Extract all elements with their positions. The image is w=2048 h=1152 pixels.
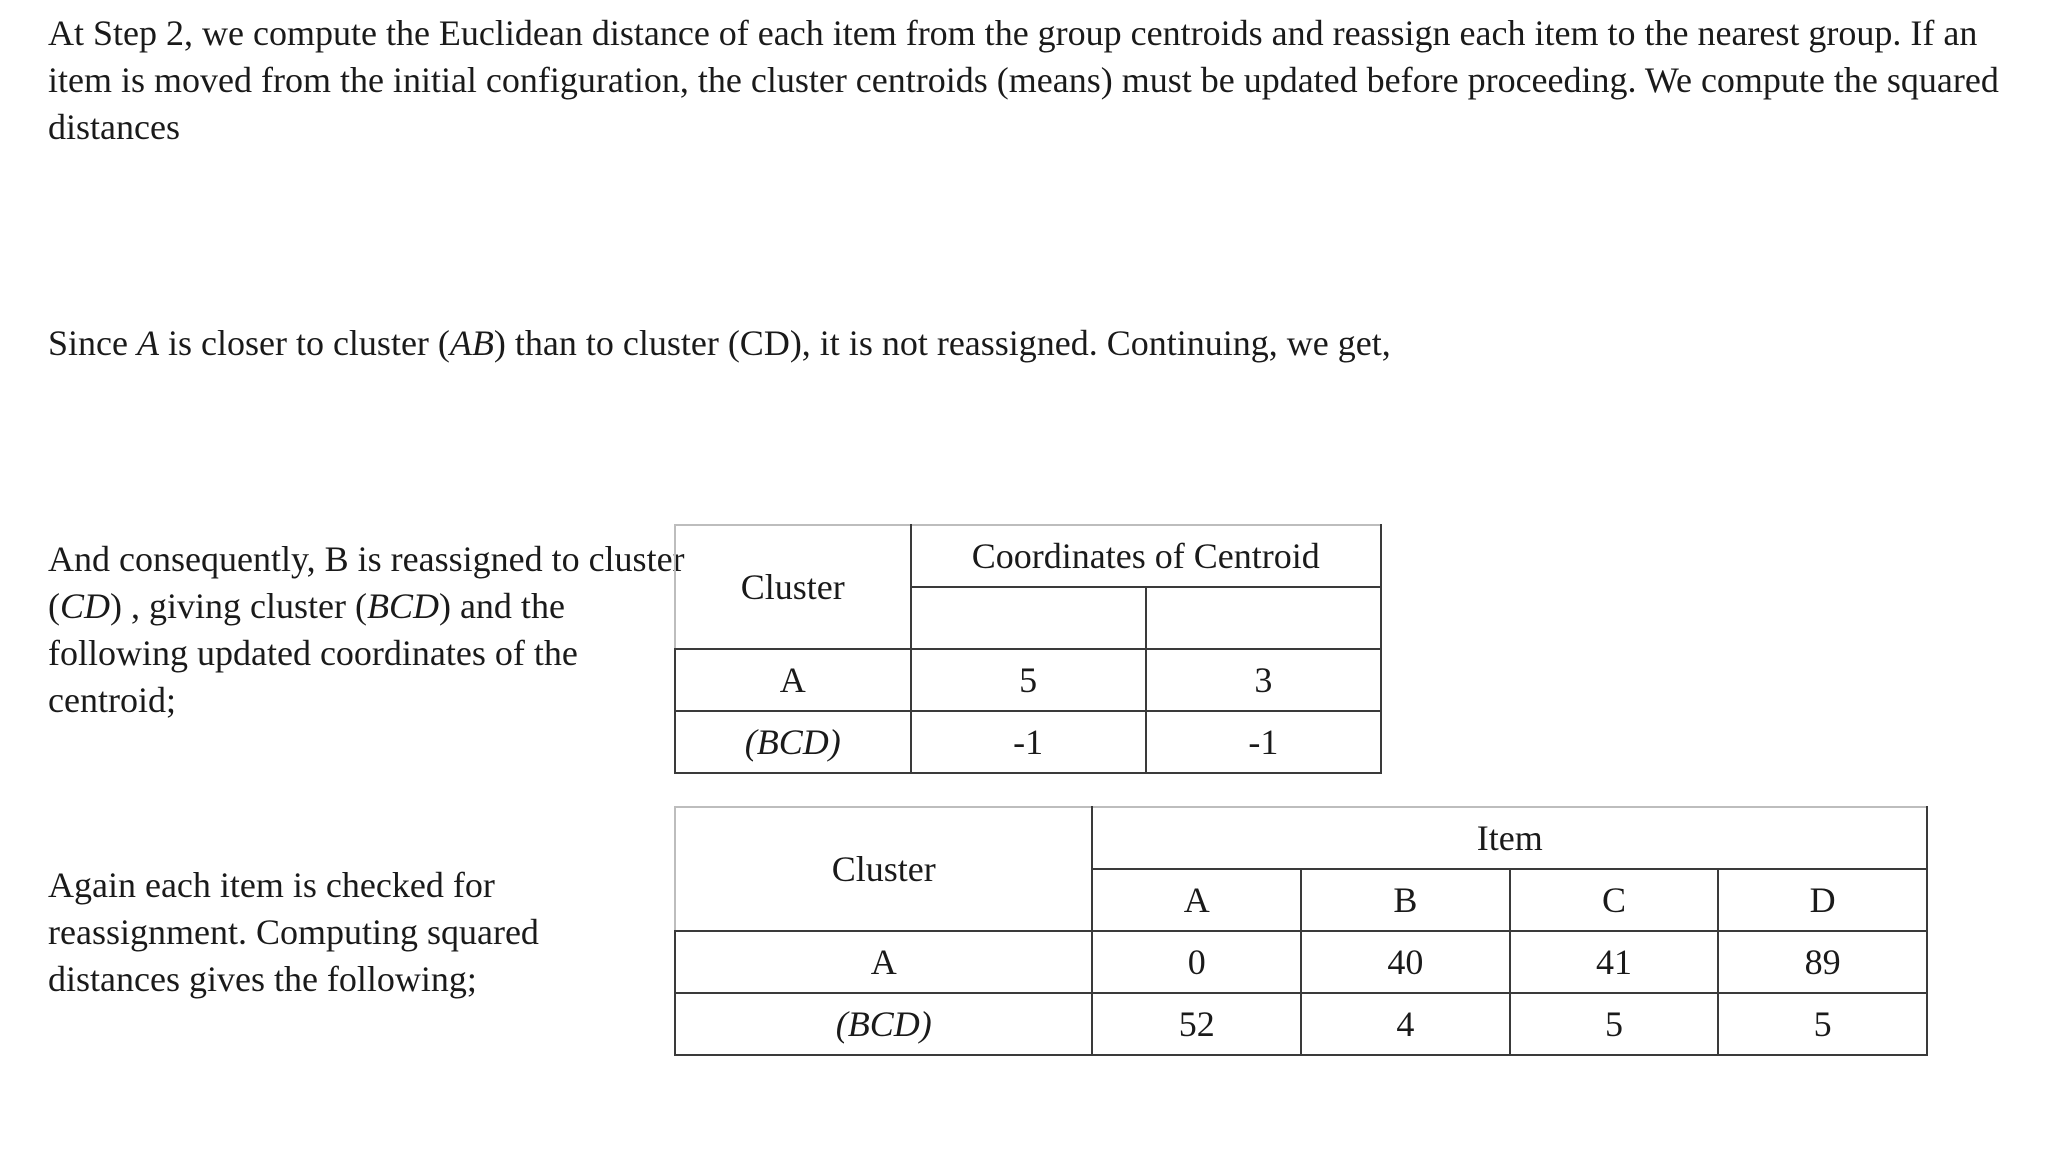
value-cell: -1 bbox=[911, 711, 1146, 773]
table-row bbox=[675, 649, 1381, 711]
update-paragraph bbox=[48, 536, 688, 724]
text-span: ) , giving cluster ( bbox=[110, 586, 367, 626]
value-cell: 40 bbox=[1301, 931, 1510, 993]
text-span: And consequently, B is reassigned to cluster ( bbox=[48, 539, 685, 626]
item-label-cell: A bbox=[1092, 869, 1301, 931]
table-row bbox=[675, 993, 1927, 1055]
table-header-row bbox=[675, 807, 1927, 869]
item-label-cell: D bbox=[1718, 869, 1927, 931]
text-span: ) and the following updated coordinates of the centroid; bbox=[48, 586, 578, 720]
cluster-cell: A bbox=[675, 931, 1092, 993]
table-row bbox=[675, 711, 1381, 773]
item-a-italic: A bbox=[136, 323, 159, 363]
value-cell: 4 bbox=[1301, 993, 1510, 1055]
value-cell: 3 bbox=[1146, 649, 1381, 711]
value-cell: 5 bbox=[911, 649, 1146, 711]
value-cell: 5 bbox=[1718, 993, 1927, 1055]
coords-header: Coordinates of Centroid bbox=[911, 525, 1381, 587]
empty-cell bbox=[911, 587, 1146, 649]
centroid-table bbox=[674, 524, 1382, 774]
reassignment-paragraph bbox=[48, 320, 2028, 367]
cluster-bcd-italic: BCD bbox=[366, 586, 439, 626]
table-header-row bbox=[675, 525, 1381, 587]
empty-cell bbox=[1146, 587, 1381, 649]
cluster-header: Cluster bbox=[675, 807, 1092, 931]
cluster-cell: (BCD) bbox=[675, 711, 911, 773]
item-label-cell: C bbox=[1510, 869, 1719, 931]
text-span: is closer to cluster ( bbox=[158, 323, 450, 363]
check-paragraph: Again each item is checked for reassignment. Computing squared distances gives the following; bbox=[48, 865, 539, 999]
item-header: Item bbox=[1092, 807, 1927, 869]
cluster-cell: A bbox=[675, 649, 911, 711]
text-span: Since bbox=[48, 323, 137, 363]
value-cell: 0 bbox=[1092, 931, 1301, 993]
item-label-cell: B bbox=[1301, 869, 1510, 931]
table-row bbox=[675, 931, 1927, 993]
distance-table bbox=[674, 806, 1928, 1056]
text-span: ) than to cluster (CD), it is not reassigned. Continuing, we get, bbox=[493, 323, 1391, 363]
value-cell: 41 bbox=[1510, 931, 1719, 993]
cluster-cd-italic: CD bbox=[60, 586, 111, 626]
value-cell: 5 bbox=[1510, 993, 1719, 1055]
value-cell: 52 bbox=[1092, 993, 1301, 1055]
value-cell: -1 bbox=[1146, 711, 1381, 773]
cluster-header: Cluster bbox=[675, 525, 911, 649]
intro-paragraph: At Step 2, we compute the Euclidean distance of each item from the group centroids and reassign each item to the nearest group. If an item is moved from the initial configuration, the cluster centroids (means) must be updated before proceeding. We compute the squared distances bbox=[48, 13, 1999, 147]
cluster-ab-italic: AB bbox=[449, 323, 494, 363]
value-cell: 89 bbox=[1718, 931, 1927, 993]
cluster-cell: (BCD) bbox=[675, 993, 1092, 1055]
